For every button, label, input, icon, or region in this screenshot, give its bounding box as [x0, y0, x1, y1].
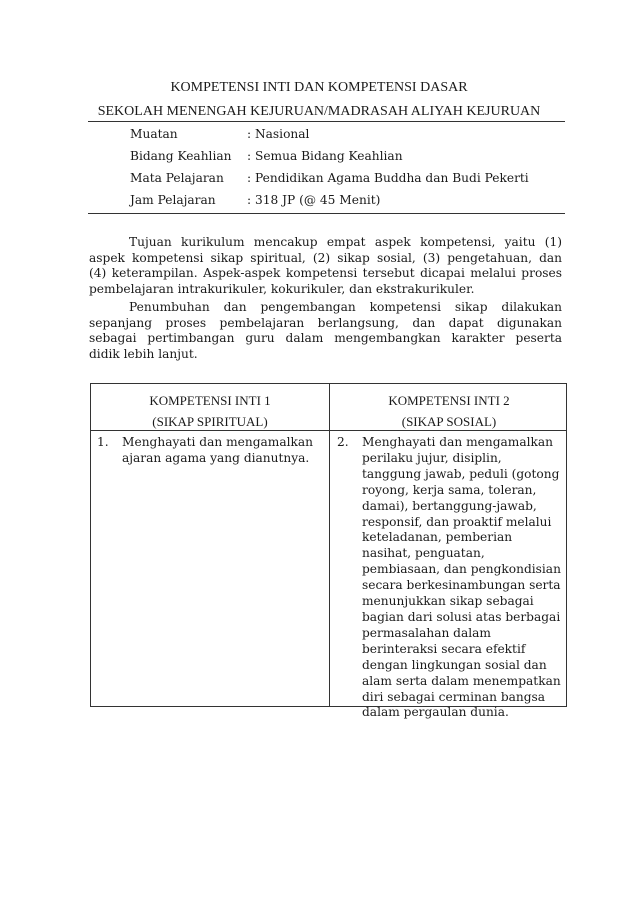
cell-line: diri sebagai cerminan bangsa [362, 689, 546, 704]
col2-header: KOMPETENSI INTI 2 [388, 393, 510, 408]
paragraph-line: sebagai pertimbangan guru dalam mengembangkan karakter peserta [89, 331, 562, 346]
divider-bottom [88, 213, 565, 214]
cell-line: keteladanan, pemberian [362, 530, 513, 545]
paragraph-line: sepanjang proses pembelajaran berlangsung, dan dapat digunakan [89, 315, 562, 330]
list-item [362, 435, 561, 721]
cell-line: responsif, dan proaktif melalui [362, 514, 552, 529]
meta-row-mata-pelajaran [130, 171, 529, 185]
cell-line: tanggung jawab, peduli (gotong [362, 466, 560, 481]
paragraph-line: pembelajaran intrakurikuler, kokurikuler, dan ekstrakurikuler. [89, 281, 475, 296]
cell-line: damai), bertanggung-jawab, [362, 498, 537, 513]
cell-line: dengan lingkungan sosial dan [362, 657, 547, 672]
cell-line: perilaku jujur, disiplin, [362, 450, 502, 465]
meta-label: Bidang Keahlian [130, 149, 232, 163]
document-title: KOMPETENSI INTI DAN KOMPETENSI DASAR [170, 80, 468, 95]
cell-line: dalam pergaulan dunia. [362, 705, 509, 720]
cell-line: Menghayati dan mengamalkan [122, 435, 313, 449]
paragraph-penumbuhan [89, 300, 562, 362]
kompetensi-table [90, 383, 567, 720]
paragraph-line: Penumbuhan dan pengembangan kompetensi sikap dilakukan [129, 300, 562, 314]
cell-line: ajaran agama yang dianutnya. [122, 450, 310, 465]
cell-line: pembiasaan, dan pengkondisian [362, 562, 561, 577]
meta-value: : 318 JP (@ 45 Menit) [247, 193, 381, 207]
col1-header: KOMPETENSI INTI 1 [149, 393, 271, 408]
meta-row-jam-pelajaran [130, 193, 380, 207]
meta-label: Jam Pelajaran [130, 193, 216, 207]
cell-line: royong, kerja sama, toleran, [362, 482, 537, 497]
col2-subheader: (SIKAP SOSIAL) [401, 414, 497, 429]
cell-line: nasihat, penguatan, [362, 546, 485, 561]
table-column-divider [329, 384, 330, 706]
cell-line: alam serta dalam menempatkan [362, 673, 561, 688]
divider-top [88, 121, 565, 122]
paragraph-line: Tujuan kurikulum mencakup empat aspek kompetensi, yaitu (1) [129, 235, 562, 249]
meta-value: : Semua Bidang Keahlian [247, 149, 403, 163]
paragraph-line: (4) keterampilan. Aspek-aspek kompetensi tersebut dicapai melalui proses [89, 266, 562, 281]
document-subtitle: SEKOLAH MENENGAH KEJURUAN/MADRASAH ALIYAH KEJURUAN [97, 104, 541, 119]
meta-row-bidang-keahlian [130, 149, 403, 163]
paragraph-line: aspek kompetensi sikap spiritual, (2) sikap sosial, (3) pengetahuan, dan [89, 250, 562, 265]
table-header-divider [91, 430, 566, 431]
cell-line: secara berkesinambungan serta [362, 578, 561, 593]
col1-subheader: (SIKAP SPIRITUAL) [152, 414, 268, 429]
cell-line: Menghayati dan mengamalkan [362, 435, 553, 449]
cell-line: permasalahan dalam [362, 625, 491, 640]
meta-label: Muatan [130, 127, 178, 141]
list-number: 2. [337, 435, 349, 449]
meta-label: Mata Pelajaran [130, 171, 224, 185]
paragraph-tujuan [89, 235, 562, 297]
meta-value: : Pendidikan Agama Buddha dan Budi Pekerti [247, 171, 529, 185]
meta-value: : Nasional [247, 127, 310, 141]
cell-line: bagian dari solusi atas berbagai [362, 609, 561, 624]
list-item [122, 435, 313, 467]
paragraph-line: didik lebih lanjut. [89, 346, 198, 361]
list-number: 1. [97, 435, 109, 449]
cell-line: menunjukkan sikap sebagai [362, 594, 534, 609]
meta-row-muatan [130, 127, 309, 141]
cell-line: berinteraksi secara efektif [362, 641, 526, 656]
